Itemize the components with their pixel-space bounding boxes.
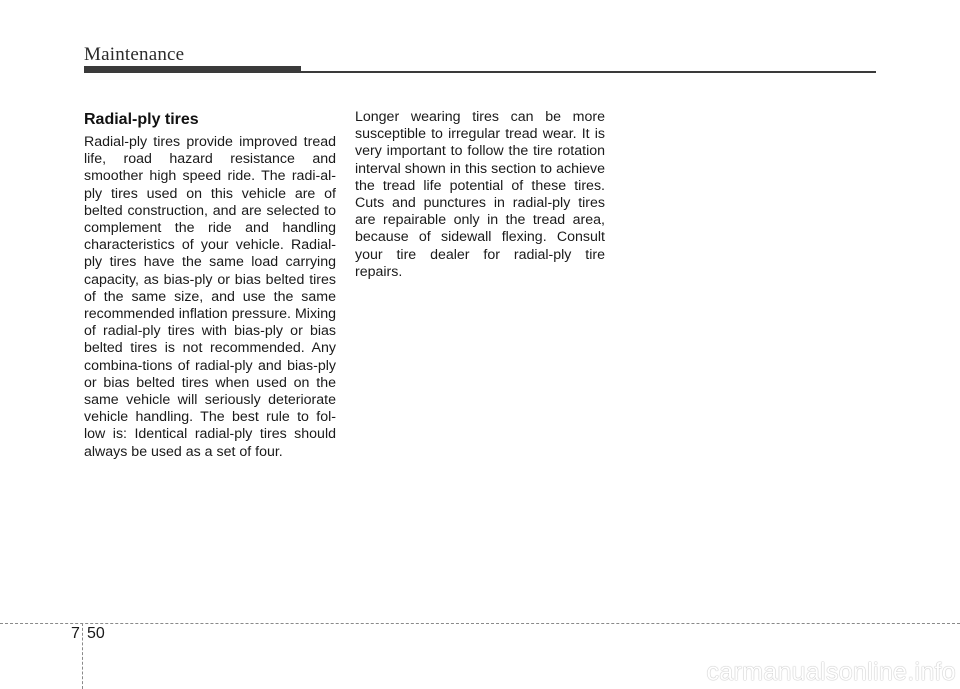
- watermark: carmanualsonline.info: [706, 658, 956, 686]
- right-paragraph: Longer wearing tires can be more susceptible to irregular tread wear. It is very important to follow the tire rotation interval shown in this section to achieve the tread life potential of these tires. Cuts and punctures in radial-ply tires are repairable only in the tread area, because of sidewall flexing. Consult your tire dealer for radial-ply tire repairs.: [355, 109, 605, 280]
- chapter-number: 7: [71, 625, 80, 642]
- footer-divider: [0, 623, 960, 624]
- footer-vertical-divider: [82, 623, 83, 689]
- left-paragraph: Radial-ply tires provide improved tread life, road hazard resistance and smoother high speed ride. The radi-al-ply tires used on this vehicle are of belted construction, and are selected to complement the ride and handling characteristics of your vehicle. Radial-ply tires have the same load carrying capacity, as bias-ply or bias belted tires of the same size, and use the same recommended inflation pressure. Mixing of radial-ply tires with bias-ply or bias belted tires is not recommended. Any combina-tions of radial-ply and bias-ply or bias belted tires when used on the same vehicle will seriously deteriorate vehicle handling. The best rule to fol-low is: Identical radial-ply tires should always be used as a set of four.: [84, 134, 336, 460]
- page-number: 50: [87, 625, 105, 642]
- header-rule-thin: [301, 71, 876, 73]
- header-rule-thick: [84, 66, 301, 73]
- radial-ply-heading: Radial-ply tires: [84, 111, 199, 128]
- section-title: Maintenance: [84, 44, 185, 65]
